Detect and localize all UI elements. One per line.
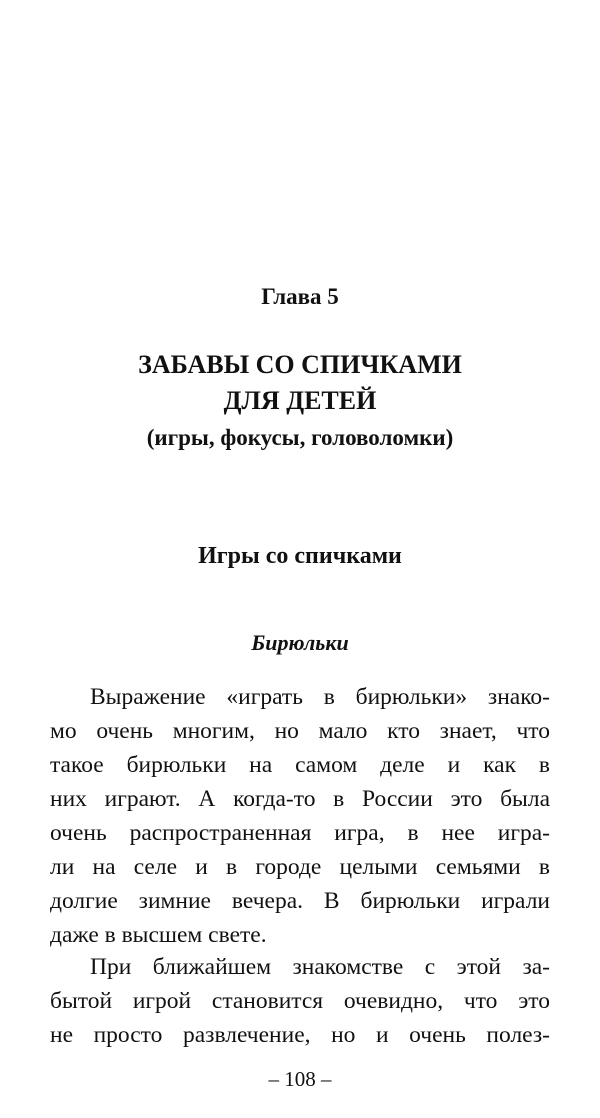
text-line: При ближайшем знакомстве с этой за- — [90, 954, 550, 980]
subsection-heading: Бирюльки — [251, 630, 349, 655]
chapter-subtitle: (игры, фокусы, головоломки) — [146, 425, 454, 450]
text-line: даже в высшем свете. — [50, 922, 267, 948]
chapter-title-line-1: ЗАБАВЫ СО СПИЧКАМИ — [138, 350, 462, 379]
page-number: – 108 – — [268, 1067, 332, 1091]
text-line: не просто развлечение, но и очень полез- — [50, 1022, 550, 1048]
text-line: очень распространенная игра, в нее игра- — [50, 820, 550, 846]
text-line: мо очень многим, но мало кто знает, что — [50, 718, 550, 744]
text-line: бытой игрой становится очевидно, что это — [50, 988, 550, 1014]
text-line: Выражение «играть в бирюльки» знако- — [90, 684, 550, 710]
chapter-title-line-2: ДЛЯ ДЕТЕЙ — [223, 386, 377, 415]
text-line: них играют. А когда-то в России это была — [50, 786, 550, 812]
text-line: ли на селе и в городе целыми семьями в — [50, 854, 550, 880]
chapter-label: Глава 5 — [261, 284, 339, 309]
text-line: долгие зимние вечера. В бирюльки играли — [50, 888, 550, 914]
section-heading: Игры со спичками — [198, 543, 402, 569]
text-line: такое бирюльки на самом деле и как в — [50, 752, 550, 778]
